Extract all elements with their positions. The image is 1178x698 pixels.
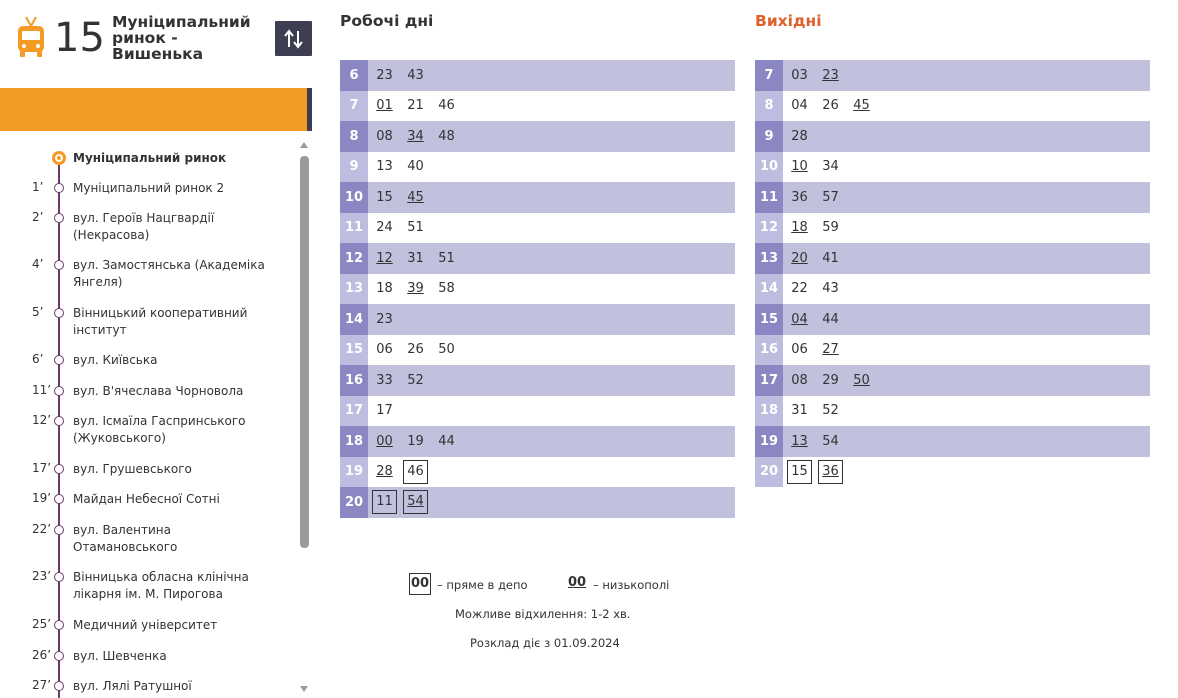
hour-cell: 14 [340, 304, 368, 335]
departure-minute: 08 [376, 128, 393, 144]
hour-cell: 20 [755, 457, 783, 488]
timetable-row [340, 121, 735, 152]
departure-minute: 23 [376, 311, 393, 327]
weekday-title: Робочі дні [340, 12, 434, 30]
hour-cell: 19 [340, 457, 368, 488]
departure-minute: 18 [376, 281, 393, 297]
minutes-cell [369, 213, 431, 244]
minutes-cell [369, 274, 462, 305]
route-panel [0, 0, 312, 698]
departure-minute: 52 [407, 372, 424, 388]
departure-minute: 43 [822, 281, 839, 297]
timetable-row [755, 304, 1150, 335]
stop-travel-time: 6’ [32, 352, 44, 366]
departure-minute: 29 [822, 372, 839, 388]
departure-minute: 54 [822, 433, 839, 449]
stop-marker-icon [54, 355, 64, 365]
scrollbar-thumb[interactable] [300, 156, 309, 548]
departure-minute: 24 [376, 220, 393, 236]
hour-cell: 8 [340, 121, 368, 152]
stop-name: вул. Замостянська (Академіка Янгеля) [73, 258, 265, 289]
departure-minute: 50 [438, 342, 455, 358]
minutes-cell [369, 152, 431, 183]
minutes-cell [369, 365, 431, 396]
stop-travel-time: 19’ [32, 491, 52, 505]
departure-minute: 08 [791, 372, 808, 388]
stop-marker-icon [54, 308, 64, 318]
hour-cell: 9 [340, 152, 368, 183]
stop-name: Майдан Небесної Сотні [73, 492, 220, 506]
timetable-row [755, 91, 1150, 122]
departure-minute: 22 [791, 281, 808, 297]
stop-name: вул. Грушевського [73, 462, 192, 476]
scroll-down-arrow-icon[interactable] [300, 686, 308, 692]
departure-minute: 51 [438, 250, 455, 266]
hour-cell: 16 [340, 365, 368, 396]
stop-name: Муніципальний ринок 2 [73, 181, 225, 195]
stop-marker-icon [54, 464, 64, 474]
departure-minute-depot: 15 [787, 460, 812, 484]
stop-marker-icon [54, 416, 64, 426]
departure-minute-lowfloor: 23 [822, 67, 839, 83]
timetable-row [340, 426, 735, 457]
legend [400, 572, 700, 602]
departure-minute-lowfloor: 45 [853, 98, 870, 114]
departure-minute: 34 [822, 159, 839, 175]
stop-marker-icon [54, 183, 64, 193]
stop-travel-time: 4’ [32, 257, 44, 271]
hour-cell: 14 [755, 274, 783, 305]
stop-travel-time: 23’ [32, 569, 52, 583]
departure-minute: 26 [822, 98, 839, 114]
stop-name: Медичний університет [73, 618, 218, 632]
stop-marker-icon [54, 572, 64, 582]
hour-cell: 13 [340, 274, 368, 305]
timetable-row [340, 487, 735, 518]
stop-name: вул. Київська [73, 353, 158, 367]
departure-minute-lowfloor: 28 [376, 464, 393, 480]
timetable-row [755, 426, 1150, 457]
departure-minute-lowfloor: 00 [376, 433, 393, 449]
stop-name: вул. Шевченка [73, 649, 167, 663]
timetable-row [340, 213, 735, 244]
hour-cell: 15 [340, 335, 368, 366]
stop-travel-time: 27’ [32, 678, 52, 692]
timetable-row [340, 457, 735, 488]
swap-vertical-icon [283, 29, 304, 49]
departure-minute: 46 [438, 98, 455, 114]
hour-cell: 12 [755, 213, 783, 244]
weekend-title: Вихідні [755, 12, 822, 30]
minutes-cell [369, 60, 431, 91]
minutes-cell [369, 91, 462, 122]
minutes-cell [369, 426, 462, 457]
stop-name: Вінницький кооперативний інститут [73, 306, 248, 337]
timetable-row [340, 335, 735, 366]
stop-marker-icon [54, 651, 64, 661]
route-color-bar-edge [307, 88, 312, 131]
stop-name: вул. Валентина Отамановського [73, 523, 178, 554]
hour-cell: 13 [755, 243, 783, 274]
hour-cell: 16 [755, 335, 783, 366]
hour-cell: 10 [340, 182, 368, 213]
departure-minute: 28 [791, 128, 808, 144]
deviation-note: Можливе відхилення: 1-2 хв. [455, 607, 631, 621]
departure-minute-lowfloor: 18 [791, 220, 808, 236]
departure-minute-lowfloor: 12 [376, 250, 393, 266]
minutes-cell [369, 304, 400, 335]
stop-travel-time: 12’ [32, 413, 52, 427]
departure-minute: 57 [822, 189, 839, 205]
swap-direction-button[interactable] [275, 21, 312, 56]
route-number: 15 [54, 15, 105, 61]
departure-minute-lowfloor: 45 [407, 189, 424, 205]
departure-minute: 59 [822, 220, 839, 236]
departure-minute: 40 [407, 159, 424, 175]
current-stop-marker-icon [52, 151, 66, 165]
timetable-row [755, 121, 1150, 152]
hour-cell: 6 [340, 60, 368, 91]
hour-cell: 17 [755, 365, 783, 396]
stop-marker-icon [54, 386, 64, 396]
departure-minute: 44 [822, 311, 839, 327]
hour-cell: 17 [340, 396, 368, 427]
stop-travel-time: 17’ [32, 461, 52, 475]
hour-cell: 12 [340, 243, 368, 274]
weekday-timetable [340, 60, 735, 518]
hour-cell: 9 [755, 121, 783, 152]
departure-minute-lowfloor: 50 [853, 372, 870, 388]
scroll-up-arrow-icon[interactable] [300, 142, 308, 148]
hour-cell: 18 [755, 396, 783, 427]
departure-minute: 17 [376, 403, 393, 419]
weekend-timetable [755, 60, 1150, 487]
stop-marker-icon [54, 620, 64, 630]
minutes-cell [784, 335, 846, 366]
departure-minute-lowfloor: 01 [376, 98, 393, 114]
timetable-row [755, 243, 1150, 274]
minutes-cell [784, 60, 846, 91]
departure-minute: 44 [438, 433, 455, 449]
minutes-cell [369, 396, 400, 427]
hour-cell: 10 [755, 152, 783, 183]
stop-list-scrollbar[interactable] [300, 140, 310, 698]
timetable-row [755, 213, 1150, 244]
minutes-cell [784, 182, 846, 213]
departure-minute: 33 [376, 372, 393, 388]
timetable-row [755, 396, 1150, 427]
minutes-cell [784, 213, 846, 244]
departure-minute: 36 [791, 189, 808, 205]
minutes-cell [784, 426, 846, 457]
timetable-row [755, 182, 1150, 213]
stop-marker-icon [54, 260, 64, 270]
hour-cell: 11 [340, 213, 368, 244]
route-color-bar [0, 88, 307, 131]
minutes-cell [369, 335, 462, 366]
departure-minute: 51 [407, 220, 424, 236]
hour-cell: 19 [755, 426, 783, 457]
stop-list[interactable] [0, 140, 296, 698]
timetable-row [340, 304, 735, 335]
departure-minute-depot: 11 [372, 490, 397, 514]
timetable-row [340, 365, 735, 396]
departure-minute: 26 [407, 342, 424, 358]
departure-minute: 04 [791, 98, 808, 114]
stop-marker-icon [54, 681, 64, 691]
stop-name: вул. В'ячеслава Чорновола [73, 384, 244, 398]
minutes-cell [784, 457, 846, 488]
departure-minute-lowfloor: 13 [791, 433, 808, 449]
departure-minute-lowfloor: 04 [791, 311, 808, 327]
stop-name: вул. Героїв Нацгвардії (Некрасова) [73, 211, 215, 242]
timetable-row [340, 152, 735, 183]
departure-minute-depot: 54 [403, 490, 428, 514]
stop-marker-icon [54, 525, 64, 535]
stop-name: вул. Ісмаїла Гаспринського (Жуковського) [73, 414, 246, 445]
minutes-cell [784, 365, 877, 396]
route-line [58, 158, 60, 698]
minutes-cell [784, 121, 815, 152]
hour-cell: 18 [340, 426, 368, 457]
departure-minute: 06 [791, 342, 808, 358]
departure-minute-depot: 46 [403, 460, 428, 484]
hour-cell: 11 [755, 182, 783, 213]
legend-depot-text: – пряме в депо [437, 578, 528, 592]
stop-travel-time: 25’ [32, 617, 52, 631]
departure-minute: 03 [791, 67, 808, 83]
timetable-row [340, 91, 735, 122]
minutes-cell [369, 243, 462, 274]
minutes-cell [784, 243, 846, 274]
departure-minute: 58 [438, 281, 455, 297]
minutes-cell [784, 396, 846, 427]
stop-name: вул. Лялі Ратушної [73, 679, 192, 693]
departure-minute: 41 [822, 250, 839, 266]
stop-marker-icon [54, 494, 64, 504]
hour-cell: 15 [755, 304, 783, 335]
stop-travel-time: 2’ [32, 210, 44, 224]
departure-minute: 21 [407, 98, 424, 114]
timetable-row [755, 152, 1150, 183]
departure-minute: 13 [376, 159, 393, 175]
timetable-row [340, 396, 735, 427]
departure-minute-lowfloor: 39 [407, 281, 424, 297]
timetable-row [755, 457, 1150, 488]
trolleybus-icon [17, 17, 45, 57]
departure-minute: 15 [376, 189, 393, 205]
timetable-row [340, 60, 735, 91]
timetable-row [340, 243, 735, 274]
hour-cell: 7 [340, 91, 368, 122]
route-name: Муніципальний ринок - Вишенька [112, 13, 251, 63]
stop-marker-icon [54, 213, 64, 223]
departure-minute: 31 [407, 250, 424, 266]
legend-lowfloor-text: – низькополі [593, 578, 670, 592]
departure-minute: 23 [376, 67, 393, 83]
stop-travel-time: 5’ [32, 305, 44, 319]
stop-travel-time: 11’ [32, 383, 52, 397]
departure-minute: 19 [407, 433, 424, 449]
departure-minute: 48 [438, 128, 455, 144]
hour-cell: 20 [340, 487, 368, 518]
departure-minute: 52 [822, 403, 839, 419]
departure-minute-lowfloor: 10 [791, 159, 808, 175]
timetable-row [755, 365, 1150, 396]
stop-travel-time: 1’ [32, 180, 44, 194]
route-header [0, 0, 312, 80]
minutes-cell [784, 304, 846, 335]
departure-minute-lowfloor: 20 [791, 250, 808, 266]
timetable-row [755, 274, 1150, 305]
minutes-cell [784, 91, 877, 122]
departure-minute: 43 [407, 67, 424, 83]
departure-minute: 06 [376, 342, 393, 358]
minutes-cell [369, 182, 431, 213]
hour-cell: 8 [755, 91, 783, 122]
minutes-cell [369, 457, 431, 488]
hour-cell: 7 [755, 60, 783, 91]
legend-lowfloor-sample: 00 [568, 575, 587, 590]
timetable-row [340, 274, 735, 305]
stop-travel-time: 22’ [32, 522, 52, 536]
departure-minute-depot: 36 [818, 460, 843, 484]
departure-minute: 31 [791, 403, 808, 419]
minutes-cell [369, 487, 431, 518]
minutes-cell [784, 152, 846, 183]
minutes-cell [369, 121, 462, 152]
timetable-row [755, 335, 1150, 366]
legend-depot-sample: 00 [409, 573, 431, 595]
valid-from-note: Розклад діє з 01.09.2024 [470, 636, 620, 650]
timetable-row [340, 182, 735, 213]
minutes-cell [784, 274, 846, 305]
stop-name: Муніципальний ринок [73, 151, 227, 165]
stop-travel-time: 26’ [32, 648, 52, 662]
departure-minute-lowfloor: 34 [407, 128, 424, 144]
stop-name: Вінницька обласна клінічна лікарня ім. М. Пирогова [73, 570, 249, 601]
timetable-row [755, 60, 1150, 91]
departure-minute-lowfloor: 27 [822, 342, 839, 358]
